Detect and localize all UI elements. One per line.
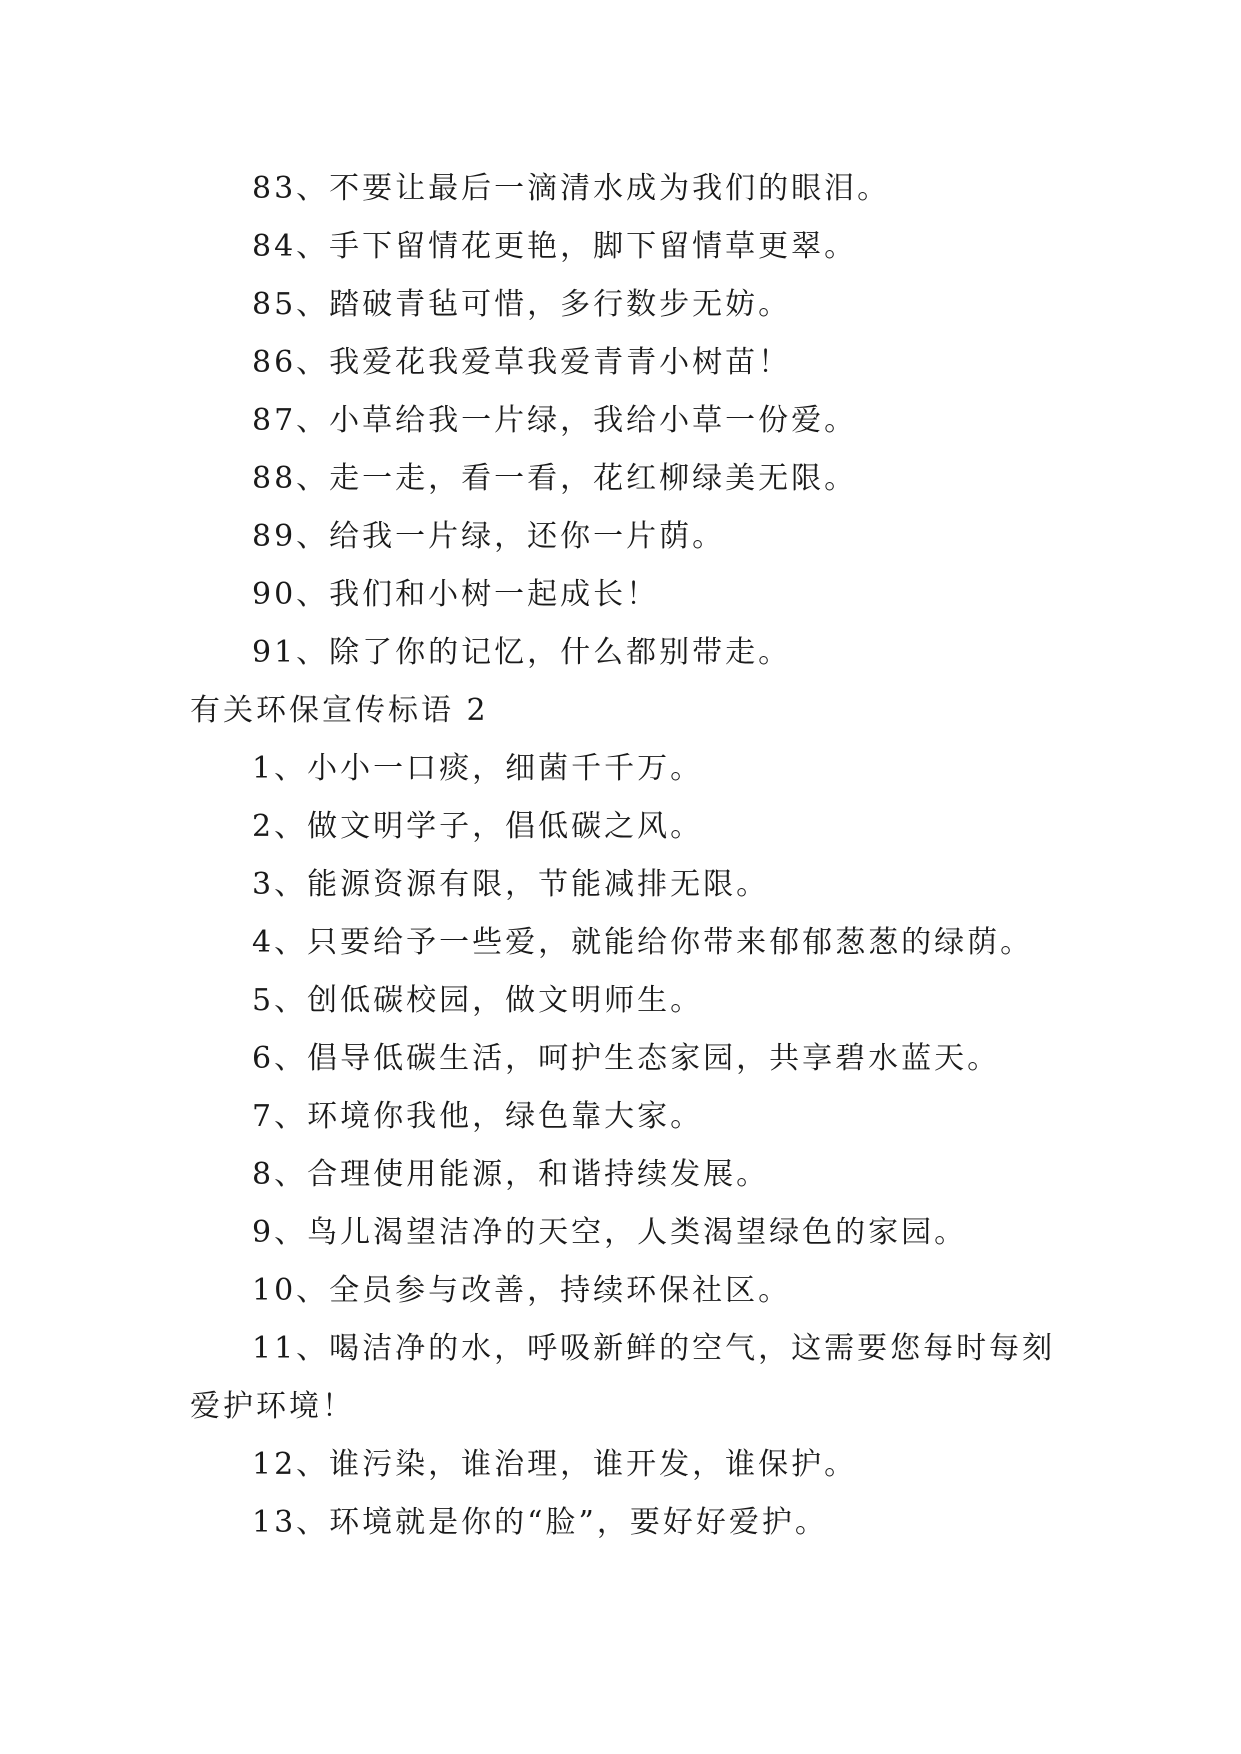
- section-heading: 有关环保宣传标语 2: [190, 693, 489, 728]
- slogan-item: 90、我们和小树一起成长！: [252, 577, 660, 612]
- slogan-item: 83、不要让最后一滴清水成为我们的眼泪。: [252, 171, 891, 206]
- slogan-item-11-line2: 爱护环境！: [190, 1389, 355, 1424]
- slogan-item: 7、环境你我他，绿色靠大家。: [252, 1099, 704, 1134]
- slogan-item: 84、手下留情花更艳，脚下留情草更翠。: [252, 229, 858, 264]
- slogan-item: 88、走一走，看一看，花红柳绿美无限。: [252, 461, 858, 496]
- slogan-item: 13、环境就是你的“脸”，要好好爱护。: [252, 1505, 828, 1540]
- slogan-item: 5、创低碳校园，做文明师生。: [252, 983, 704, 1018]
- slogan-item: 12、谁污染，谁治理，谁开发，谁保护。: [252, 1447, 858, 1482]
- slogan-item: 1、小小一口痰，细菌千千万。: [252, 751, 704, 786]
- slogan-item: 8、合理使用能源，和谐持续发展。: [252, 1157, 770, 1192]
- slogan-item: 91、除了你的记忆，什么都别带走。: [252, 635, 792, 670]
- slogan-item: 89、给我一片绿，还你一片荫。: [252, 519, 726, 554]
- slogan-item: 10、全员参与改善，持续环保社区。: [252, 1273, 792, 1308]
- slogan-item: 6、倡导低碳生活，呵护生态家园，共享碧水蓝天。: [252, 1041, 1001, 1076]
- slogan-item: 86、我爱花我爱草我爱青青小树苗！: [252, 345, 792, 380]
- slogan-item: 85、踏破青毡可惜，多行数步无妨。: [252, 287, 792, 322]
- slogan-item-11-line1: 11、喝洁净的水，呼吸新鲜的空气，这需要您每时每刻: [252, 1331, 1056, 1366]
- slogan-item: 3、能源资源有限，节能减排无限。: [252, 867, 770, 902]
- slogan-item: 87、小草给我一片绿，我给小草一份爱。: [252, 403, 858, 438]
- slogan-item: 9、鸟儿渴望洁净的天空，人类渴望绿色的家园。: [252, 1215, 968, 1250]
- document-body: [190, 160, 1090, 1552]
- slogan-item: 4、只要给予一些爱，就能给你带来郁郁葱葱的绿荫。: [252, 925, 1034, 960]
- slogan-item: 2、做文明学子，倡低碳之风。: [252, 809, 704, 844]
